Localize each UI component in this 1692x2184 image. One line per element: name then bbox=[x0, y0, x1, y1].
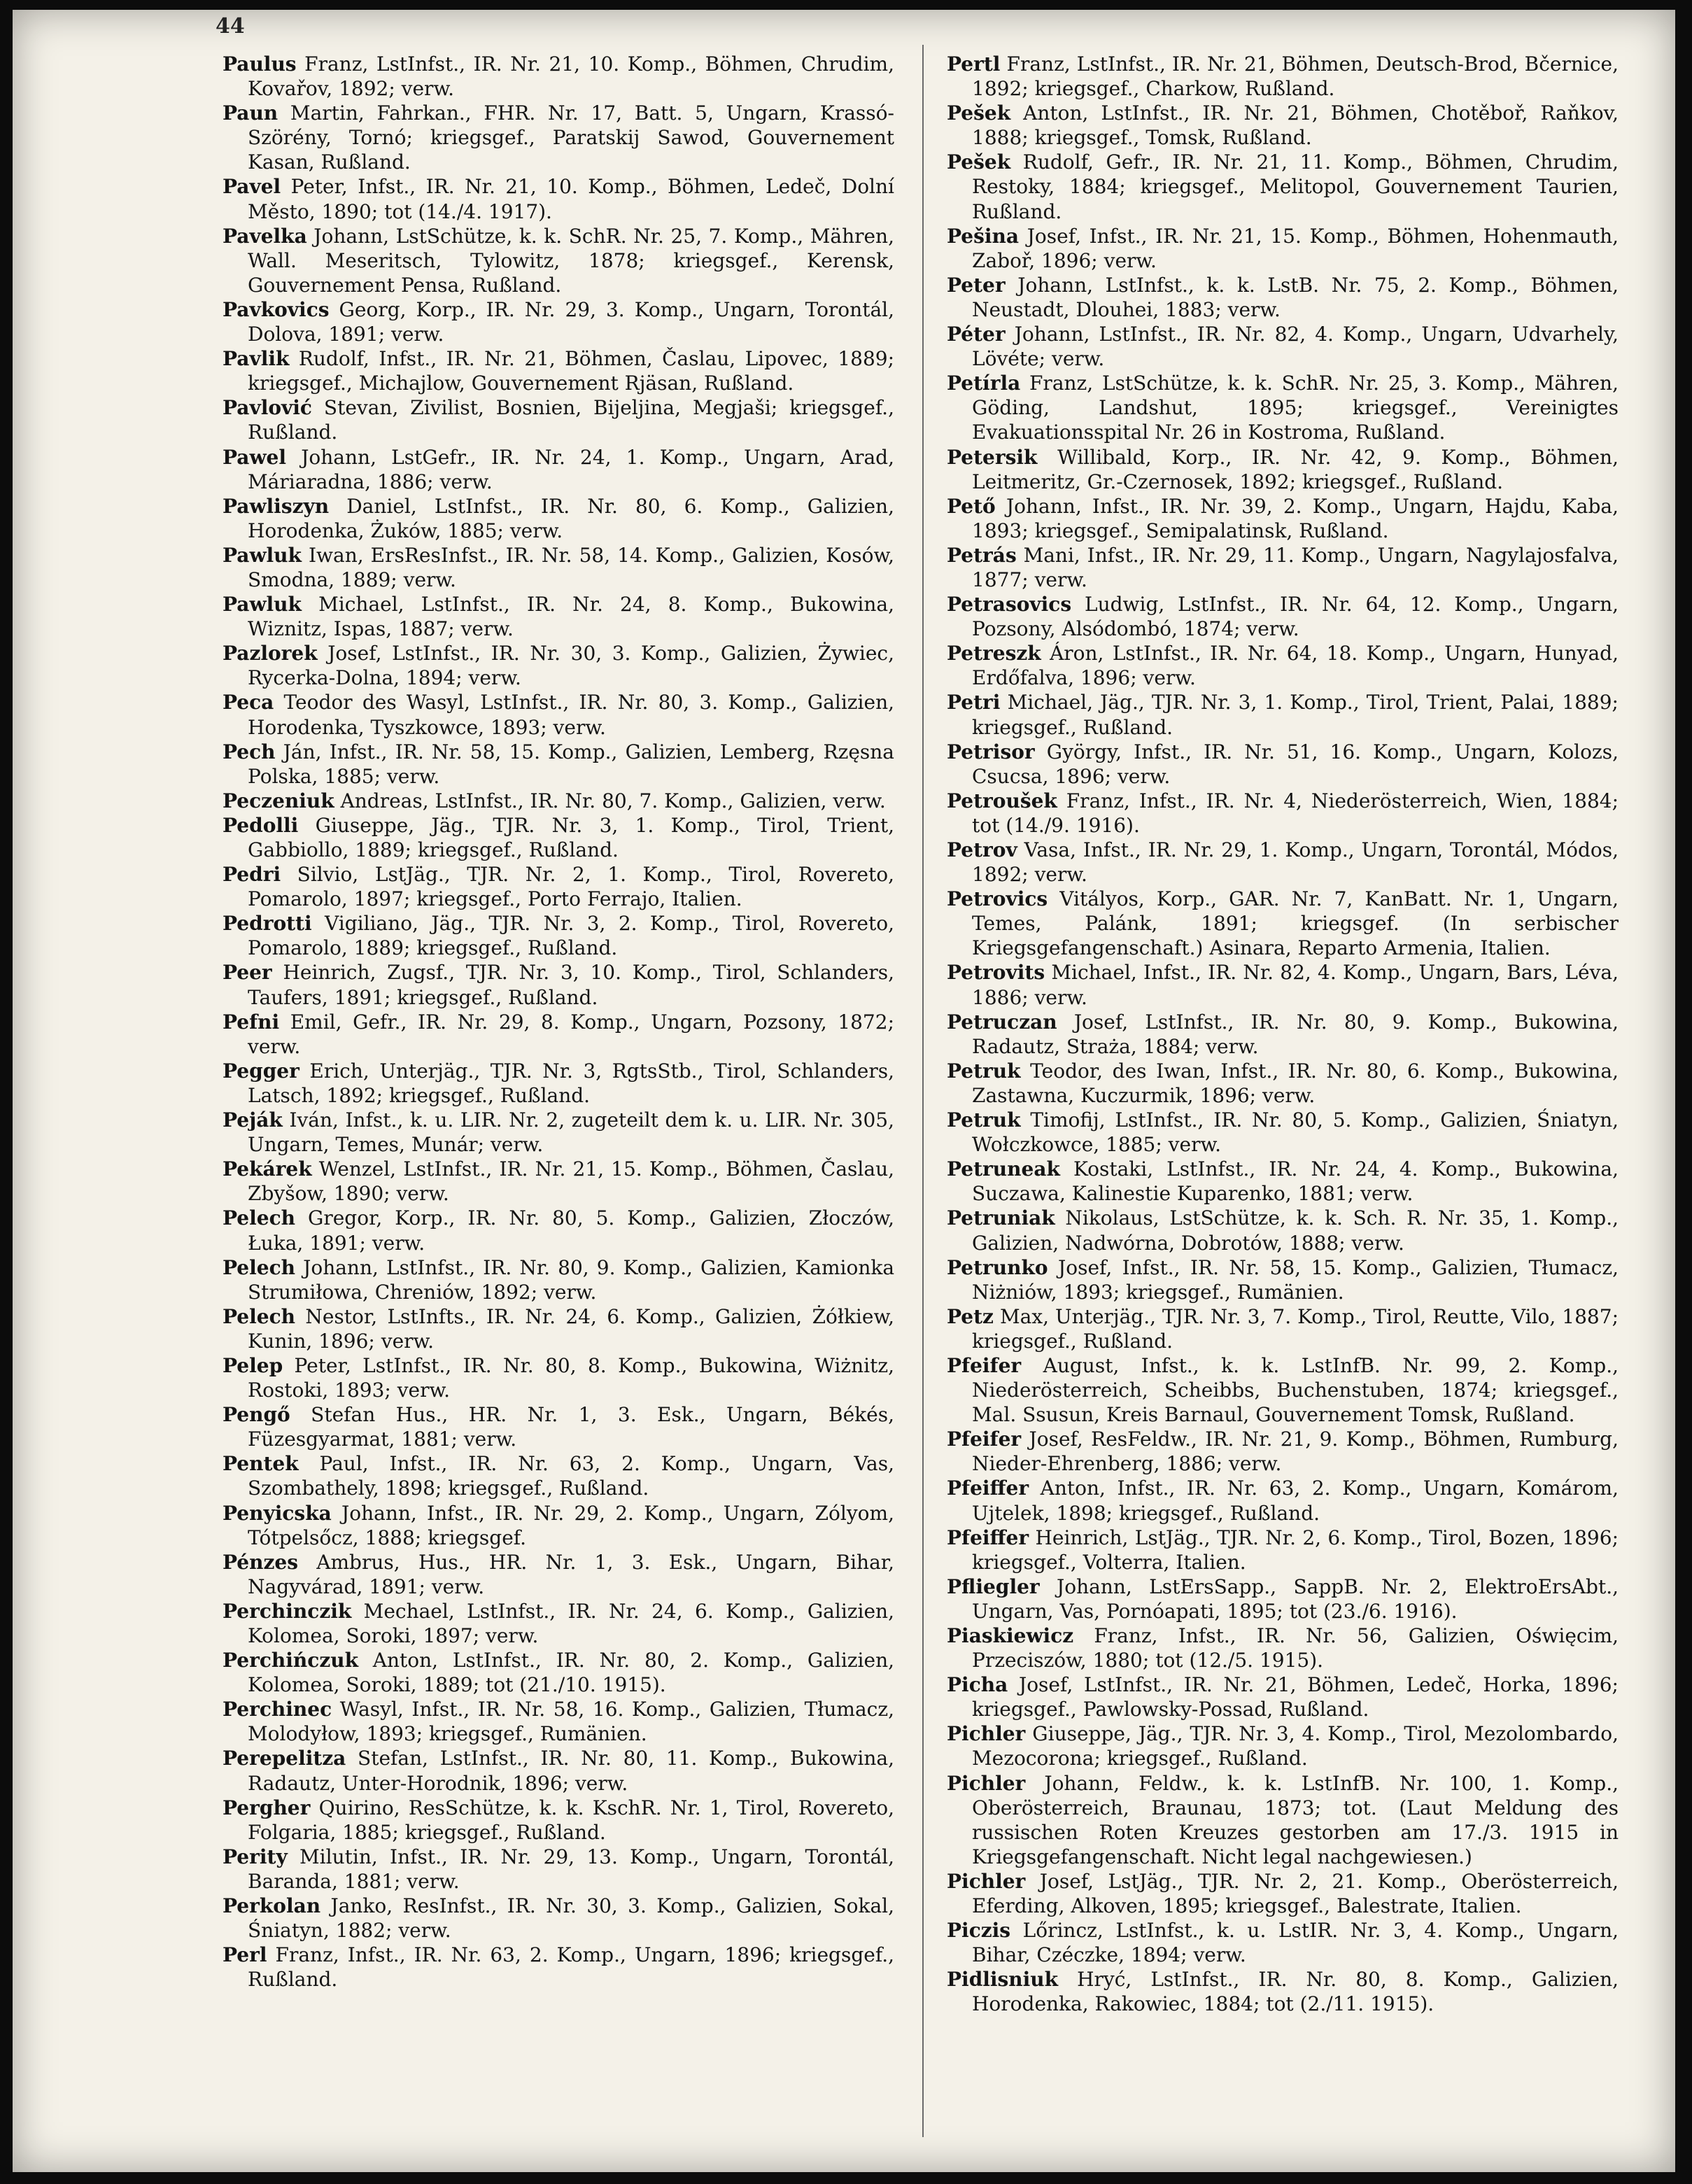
entry-details: Johann, Infst., IR. Nr. 39, 2. Komp., Ungarn, Hajdu, Kaba, 1893; kriegsgef., Semipalatinsk, Rußland. bbox=[972, 494, 1619, 542]
entry-surname: Peer bbox=[223, 961, 272, 985]
entry-details: Michael, LstInfst., IR. Nr. 24, 8. Komp., Bukowina, Wiznitz, Ispas, 1887; verw. bbox=[248, 593, 894, 641]
entry-details: Johann, LstGefr., IR. Nr. 24, 1. Komp., Ungarn, Arad, Máriaradna, 1886; verw. bbox=[248, 445, 894, 493]
entry-surname: Pető bbox=[947, 494, 996, 518]
entry-surname: Petruk bbox=[947, 1059, 1021, 1083]
list-entry bbox=[223, 1206, 894, 1255]
entry-surname: Pavlović bbox=[223, 396, 312, 420]
entry-details: Giuseppe, Jäg., TJR. Nr. 3, 4. Komp., Tirol, Mezolombardo, Mezocorona; kriegsgef., Rußland. bbox=[972, 1722, 1619, 1770]
entry-details: Mani, Infst., IR. Nr. 29, 11. Komp., Ungarn, Nagylajosfalva, 1877; verw. bbox=[972, 543, 1619, 591]
entry-details: Timofij, LstInfst., IR. Nr. 80, 5. Komp., Galizien, Śniatyn, Wołczkowce, 1885; verw. bbox=[972, 1108, 1619, 1157]
list-entry bbox=[947, 445, 1619, 494]
list-entry bbox=[947, 1672, 1619, 1721]
list-entry bbox=[947, 543, 1619, 592]
list-entry bbox=[223, 813, 894, 862]
list-entry bbox=[947, 273, 1619, 322]
entry-surname: Pešina bbox=[947, 224, 1020, 248]
entry-details: Franz, LstInfst., IR. Nr. 21, 10. Komp., Böhmen, Chrudim, Kovařov, 1892; verw. bbox=[248, 52, 894, 101]
entry-surname: Pavelka bbox=[223, 224, 307, 248]
list-entry bbox=[947, 1574, 1619, 1623]
entry-surname: Pazlorek bbox=[223, 642, 318, 665]
list-entry bbox=[223, 740, 894, 789]
list-entry bbox=[223, 1943, 894, 1992]
entry-surname: Perchinec bbox=[223, 1698, 332, 1721]
entry-details: Giuseppe, Jäg., TJR. Nr. 3, 1. Komp., Tirol, Trient, Gabbiollo, 1889; kriegsgef., Rußland. bbox=[248, 813, 894, 861]
entry-surname: Pfeifer bbox=[947, 1428, 1022, 1451]
list-entry bbox=[223, 1501, 894, 1550]
list-entry bbox=[947, 1427, 1619, 1476]
list-entry bbox=[947, 322, 1619, 371]
entry-details: Josef, LstInfst., IR. Nr. 21, Böhmen, Ledeč, Horka, 1896; kriegsgef., Pawlowsky-Possad, Rußland. bbox=[972, 1673, 1619, 1721]
list-entry bbox=[223, 543, 894, 592]
entry-details: Anton, Infst., IR. Nr. 63, 2. Komp., Ungarn, Komárom, Ujtelek, 1898; kriegsgef., Rußland. bbox=[972, 1477, 1619, 1525]
list-entry bbox=[223, 1010, 894, 1059]
entry-details: Johann, LstInfst., k. k. LstB. Nr. 75, 2. Komp., Böhmen, Neustadt, Dlouhei, 1883; verw. bbox=[972, 273, 1619, 321]
entry-surname: Pavlik bbox=[223, 347, 290, 371]
entry-surname: Petrov bbox=[947, 838, 1017, 861]
entry-details: Lőrincz, LstInfst., k. u. LstIR. Nr. 3, 4. Komp., Ungarn, Bihar, Czéczke, 1894; verw. bbox=[972, 1919, 1619, 1967]
column-divider bbox=[922, 45, 924, 2137]
entry-surname: Paulus bbox=[223, 52, 297, 76]
entry-details: Johann, LstInfst., IR. Nr. 80, 9. Komp., Galizien, Kamionka Strumiłowa, Chreniów, 1892; verw. bbox=[248, 1255, 895, 1304]
entry-details: Peter, LstInfst., IR. Nr. 80, 8. Komp., Bukowina, Wiżnitz, Rostoki, 1893; verw. bbox=[248, 1353, 894, 1402]
entry-surname: Pešek bbox=[947, 150, 1011, 174]
list-entry bbox=[947, 690, 1619, 739]
list-entry bbox=[947, 887, 1619, 960]
entry-details: Josef, LstInfst., IR. Nr. 80, 9. Komp., Bukowina, Radautz, Straża, 1884; verw. bbox=[972, 1010, 1619, 1058]
right-column bbox=[947, 52, 1619, 2017]
list-entry bbox=[223, 1304, 894, 1353]
entry-details: August, Infst., k. k. LstInfB. Nr. 99, 2. Komp., Niederösterreich, Scheibbs, Buchenstuben, 1874; kriegsgef., Mal. Ssusun, Kreis Barnaul, Gouvernement Tomsk, Rußland. bbox=[972, 1353, 1619, 1427]
entry-details: Silvio, LstJäg., TJR. Nr. 2, 1. Komp., Tirol, Rovereto, Pomarolo, 1897; kriegsgef., Porto Ferrajo, Italien. bbox=[248, 863, 895, 911]
entry-surname: Pidlisniuk bbox=[947, 1968, 1059, 1992]
entry-details: Stefan, LstInfst., IR. Nr. 80, 11. Komp., Bukowina, Radautz, Unter-Horodnik, 1896; verw. bbox=[248, 1747, 894, 1795]
entry-surname: Pedri bbox=[223, 863, 281, 887]
entry-surname: Pawliszyn bbox=[223, 494, 330, 518]
entry-surname: Perl bbox=[223, 1943, 267, 1967]
entry-surname: Petruczan bbox=[947, 1010, 1057, 1034]
entry-details: Anton, LstInfst., IR. Nr. 80, 2. Komp., Galizien, Kolomea, Soroki, 1889; tot (21./10. 1915). bbox=[248, 1649, 895, 1697]
entry-details: Johann, LstErsSapp., SappB. Nr. 2, ElektroErsAbt., Ungarn, Vas, Pornóapati, 1895; tot (23./6. 1916). bbox=[972, 1574, 1619, 1623]
entry-details: Iván, Infst., k. u. LIR. Nr. 2, zugeteilt dem k. u. LIR. Nr. 305, Ungarn, Temes, Munár; verw. bbox=[248, 1108, 895, 1157]
list-entry bbox=[223, 395, 894, 444]
list-entry bbox=[223, 1550, 894, 1599]
entry-details: Heinrich, LstJäg., TJR. Nr. 2, 6. Komp., Tirol, Bozen, 1896; kriegsgef., Volterra, Italien. bbox=[972, 1526, 1619, 1574]
entry-details: Anton, LstInfst., IR. Nr. 21, Böhmen, Chotěboř, Raňkov, 1888; kriegsgef., Tomsk, Rußland. bbox=[972, 101, 1619, 150]
entry-details: Erich, Unterjäg., TJR. Nr. 3, RgtsStb., Tirol, Schlanders, Latsch, 1892; kriegsgef., Rußland. bbox=[248, 1059, 895, 1107]
entry-details: Peter, Infst., IR. Nr. 21, 10. Komp., Böhmen, Ledeč, Dolní Město, 1890; tot (14./4. 1917). bbox=[248, 175, 894, 223]
entry-surname: Pelech bbox=[223, 1304, 295, 1328]
entry-surname: Petrovits bbox=[947, 961, 1045, 985]
entry-surname: Pfeiffer bbox=[947, 1477, 1029, 1500]
entry-details: Vasa, Infst., IR. Nr. 29, 1. Komp., Ungarn, Torontál, Módos, 1892; verw. bbox=[972, 838, 1619, 887]
list-entry bbox=[947, 1623, 1619, 1672]
list-entry bbox=[947, 789, 1619, 838]
entry-details: Heinrich, Zugsf., TJR. Nr. 3, 10. Komp., Tirol, Schlanders, Taufers, 1891; kriegsgef., Rußland. bbox=[248, 961, 894, 1009]
entry-surname: Pelech bbox=[223, 1206, 295, 1230]
entry-details: Iwan, ErsResInfst., IR. Nr. 58, 14. Komp., Galizien, Kosów, Smodna, 1889; verw. bbox=[248, 543, 894, 591]
list-entry bbox=[947, 150, 1619, 223]
entry-surname: Petrunko bbox=[947, 1255, 1048, 1279]
entry-details: Gregor, Korp., IR. Nr. 80, 5. Komp., Galizien, Złoczów, Łuka, 1891; verw. bbox=[248, 1206, 894, 1255]
entry-details: Milutin, Infst., IR. Nr. 29, 13. Komp., Ungarn, Torontál, Baranda, 1881; verw. bbox=[248, 1845, 894, 1893]
entry-details: Andreas, LstInfst., IR. Nr. 80, 7. Komp., Galizien, verw. bbox=[340, 789, 886, 812]
entry-details: Wasyl, Infst., IR. Nr. 58, 16. Komp., Galizien, Tłumacz, Molodyłow, 1893; kriegsgef., Rumänien. bbox=[248, 1698, 894, 1746]
list-entry bbox=[947, 1476, 1619, 1525]
list-entry bbox=[223, 1648, 894, 1697]
list-entry bbox=[947, 1721, 1619, 1770]
entry-surname: Peter bbox=[947, 273, 1006, 297]
entry-surname: Pelech bbox=[223, 1255, 295, 1279]
entry-details: Johann, Infst., IR. Nr. 29, 2. Komp., Ungarn, Zólyom, Tótpelsőcz, 1888; kriegsgef. bbox=[248, 1501, 894, 1549]
entry-details: Franz, LstSchütze, k. k. SchR. Nr. 25, 3. Komp., Mähren, Göding, Landshut, 1895; kriegsgef., Vereinigtes Evakuationsspital Nr. 26 in Kostroma, Rußland. bbox=[972, 372, 1619, 444]
list-entry bbox=[947, 641, 1619, 690]
entry-details: Ludwig, LstInfst., IR. Nr. 64, 12. Komp., Ungarn, Pozsony, Alsódombó, 1874; verw. bbox=[972, 593, 1619, 641]
document-page bbox=[13, 10, 1675, 2172]
entry-surname: Pfeiffer bbox=[947, 1526, 1029, 1549]
list-entry bbox=[223, 494, 894, 543]
list-entry bbox=[223, 1796, 894, 1845]
entry-surname: Petri bbox=[947, 691, 1001, 714]
entry-surname: Pénzes bbox=[223, 1550, 298, 1574]
list-entry bbox=[223, 690, 894, 739]
entry-surname: Perkolan bbox=[223, 1894, 321, 1918]
list-entry bbox=[223, 1157, 894, 1206]
entry-details: Johann, LstInfst., IR. Nr. 82, 4. Komp., Ungarn, Udvarhely, Lövéte; verw. bbox=[972, 323, 1619, 371]
entry-surname: Pentek bbox=[223, 1452, 299, 1476]
list-entry bbox=[947, 1255, 1619, 1304]
entry-details: Emil, Gefr., IR. Nr. 29, 8. Komp., Ungarn, Pozsony, 1872; verw. bbox=[248, 1010, 894, 1058]
entry-surname: Petreszk bbox=[947, 642, 1041, 665]
entry-surname: Petroušek bbox=[947, 789, 1057, 812]
list-entry bbox=[947, 1059, 1619, 1108]
list-entry bbox=[947, 494, 1619, 543]
entry-surname: Pfeifer bbox=[947, 1353, 1022, 1377]
list-entry bbox=[223, 224, 894, 297]
entry-surname: Pekárek bbox=[223, 1157, 312, 1181]
list-entry bbox=[223, 1697, 894, 1746]
entry-surname: Piczis bbox=[947, 1919, 1011, 1943]
entry-surname: Pelep bbox=[223, 1353, 283, 1377]
entry-details: Franz, Infst., IR. Nr. 63, 2. Komp., Ungarn, 1896; kriegsgef., Rußland. bbox=[248, 1943, 895, 1992]
entry-details: Willibald, Korp., IR. Nr. 42, 9. Komp., Böhmen, Leitmeritz, Gr.-Czernosek, 1892; kriegsgef., Rußland. bbox=[972, 445, 1619, 493]
entry-details: Michael, Jäg., TJR. Nr. 3, 1. Komp., Tirol, Trient, Palai, 1889; kriegsgef., Rußland. bbox=[972, 691, 1619, 739]
entry-surname: Petersik bbox=[947, 445, 1038, 469]
entry-surname: Pichler bbox=[947, 1722, 1026, 1746]
entry-surname: Peczeniuk bbox=[223, 789, 334, 812]
entry-details: Josef, ResFeldw., IR. Nr. 21, 9. Komp., Böhmen, Rumburg, Nieder-Ehrenberg, 1886; verw. bbox=[972, 1428, 1619, 1476]
entry-details: Daniel, LstInfst., IR. Nr. 80, 6. Komp., Galizien, Horodenka, Żuków, 1885; verw. bbox=[248, 494, 894, 542]
entry-details: Ján, Infst., IR. Nr. 58, 15. Komp., Galizien, Lemberg, Rzęsna Polska, 1885; verw. bbox=[248, 740, 894, 788]
left-column bbox=[223, 52, 894, 1992]
list-entry bbox=[223, 1894, 894, 1943]
entry-surname: Piaskiewicz bbox=[947, 1624, 1074, 1647]
entry-surname: Peják bbox=[223, 1108, 283, 1132]
entry-details: Áron, LstInfst., IR. Nr. 64, 18. Komp., Ungarn, Hunyad, Erdőfalva, 1896; verw. bbox=[972, 642, 1619, 690]
entry-surname: Pegger bbox=[223, 1059, 299, 1083]
list-entry bbox=[223, 789, 894, 813]
entry-details: Kostaki, LstInfst., IR. Nr. 24, 4. Komp., Bukowina, Suczawa, Kalinestie Kuparenko, 1881; verw. bbox=[972, 1157, 1619, 1206]
entry-surname: Petírla bbox=[947, 372, 1021, 395]
list-entry bbox=[947, 1157, 1619, 1206]
entry-surname: Pavel bbox=[223, 175, 281, 199]
entry-surname: Pawluk bbox=[223, 543, 302, 567]
entry-details: Josef, Infst., IR. Nr. 21, 15. Komp., Böhmen, Hohenmauth, Zaboř, 1896; verw. bbox=[972, 224, 1619, 272]
list-entry bbox=[947, 1918, 1619, 1967]
entry-details: Nestor, LstInfts., IR. Nr. 24, 6. Komp., Galizien, Żółkiew, Kunin, 1896; verw. bbox=[248, 1304, 894, 1353]
entry-details: Vigiliano, Jäg., TJR. Nr. 3, 2. Komp., Tirol, Rovereto, Pomarolo, 1889; kriegsgef., Rußland. bbox=[248, 912, 894, 960]
entry-surname: Picha bbox=[947, 1673, 1008, 1697]
list-entry bbox=[947, 960, 1619, 1009]
entry-surname: Pengő bbox=[223, 1403, 290, 1427]
list-entry bbox=[223, 1746, 894, 1795]
list-entry bbox=[947, 1771, 1619, 1869]
list-entry bbox=[223, 52, 894, 101]
entry-surname: Pavkovics bbox=[223, 297, 330, 321]
entry-details: Franz, LstInfst., IR. Nr. 21, Böhmen, Deutsch-Brod, Bčernice, 1892; kriegsgef., Charkow, Rußland. bbox=[972, 52, 1619, 101]
list-entry bbox=[947, 1526, 1619, 1574]
entry-details: Stevan, Zivilist, Bosnien, Bijeljina, Megjaši; kriegsgef., Rußland. bbox=[248, 396, 894, 444]
entry-surname: Paun bbox=[223, 101, 279, 125]
list-entry bbox=[223, 1255, 894, 1304]
list-entry bbox=[947, 1010, 1619, 1059]
list-entry bbox=[947, 52, 1619, 101]
list-entry bbox=[223, 1402, 894, 1451]
entry-surname: Pawel bbox=[223, 445, 286, 469]
list-entry bbox=[947, 592, 1619, 641]
list-entry bbox=[947, 1108, 1619, 1157]
list-entry bbox=[223, 960, 894, 1009]
entry-details: Johann, LstSchütze, k. k. SchR. Nr. 25, 7. Komp., Mähren, Wall. Meseritsch, Tylowitz, 1878; kriegsgef., Kerensk, Gouvernement Pensa, Rußland. bbox=[248, 224, 894, 297]
entry-details: Martin, Fahrkan., FHR. Nr. 17, Batt. 5, Ungarn, Krassó-Szörény, Tornó; kriegsgef., Paratskij Sawod, Gouvernement Kasan, Rußland. bbox=[248, 101, 894, 174]
list-entry bbox=[223, 1059, 894, 1108]
entry-surname: Perepelitza bbox=[223, 1747, 346, 1770]
entry-surname: Petruniak bbox=[947, 1206, 1055, 1230]
list-entry bbox=[223, 445, 894, 494]
entry-details: Paul, Infst., IR. Nr. 63, 2. Komp., Ungarn, Vas, Szombathely, 1898; kriegsgef., Rußland. bbox=[248, 1452, 894, 1500]
entry-details: Stefan Hus., HR. Nr. 1, 3. Esk., Ungarn, Békés, Füzesgyarmat, 1881; verw. bbox=[248, 1403, 894, 1451]
list-entry bbox=[223, 911, 894, 960]
entry-details: Vitályos, Korp., GAR. Nr. 7, KanBatt. Nr. 1, Ungarn, Temes, Palánk, 1891; kriegsgef. (In serbischer Kriegsgefangenschaft.) Asinara, Reparto Armenia, Italien. bbox=[972, 887, 1619, 960]
entry-surname: Petruk bbox=[947, 1108, 1021, 1132]
list-entry bbox=[223, 1108, 894, 1157]
entry-details: Teodor, des Iwan, Infst., IR. Nr. 80, 6. Komp., Bukowina, Zastawna, Kuczurmik, 1896; verw. bbox=[972, 1059, 1619, 1107]
entry-surname: Pedolli bbox=[223, 813, 299, 837]
entry-surname: Pfliegler bbox=[947, 1574, 1040, 1598]
entry-surname: Pefni bbox=[223, 1010, 280, 1034]
list-entry bbox=[223, 1599, 894, 1648]
entry-surname: Perity bbox=[223, 1845, 288, 1868]
entry-details: Wenzel, LstInfst., IR. Nr. 21, 15. Komp., Böhmen, Časlau, Zbyšow, 1890; verw. bbox=[248, 1157, 895, 1206]
entry-details: Hryć, LstInfst., IR. Nr. 80, 8. Komp., Galizien, Horodenka, Rakowiec, 1884; tot (2./11. 1915). bbox=[972, 1968, 1619, 2016]
entry-details: Josef, Infst., IR. Nr. 58, 15. Komp., Galizien, Tłumacz, Niżniów, 1893; kriegsgef., Rumänien. bbox=[972, 1255, 1619, 1304]
entry-details: Ambrus, Hus., HR. Nr. 1, 3. Esk., Ungarn, Bihar, Nagyvárad, 1891; verw. bbox=[248, 1550, 894, 1598]
list-entry bbox=[223, 101, 894, 174]
entry-surname: Pawluk bbox=[223, 593, 302, 617]
list-entry bbox=[223, 641, 894, 690]
entry-details: Josef, LstJäg., TJR. Nr. 2, 21. Komp., Oberösterreich, Eferding, Alkoven, 1895; kriegsgef., Balestrate, Italien. bbox=[972, 1869, 1619, 1918]
entry-details: Rudolf, Gefr., IR. Nr. 21, 11. Komp., Böhmen, Chrudim, Restoky, 1884; kriegsgef., Melitopol, Gouvernement Taurien, Rußland. bbox=[972, 150, 1619, 223]
entry-surname: Petz bbox=[947, 1304, 994, 1328]
entry-details: Janko, ResInfst., IR. Nr. 30, 3. Komp., Galizien, Sokal, Śniatyn, 1882; verw. bbox=[248, 1894, 895, 1943]
entry-surname: Peca bbox=[223, 691, 274, 714]
list-entry bbox=[223, 346, 894, 395]
entry-surname: Pichler bbox=[947, 1869, 1026, 1893]
entry-surname: Péter bbox=[947, 323, 1006, 346]
entry-details: Max, Unterjäg., TJR. Nr. 3, 7. Komp., Tirol, Reutte, Vilo, 1887; kriegsgef., Rußland. bbox=[972, 1304, 1619, 1353]
list-entry bbox=[223, 592, 894, 641]
entry-surname: Petrisor bbox=[947, 740, 1035, 763]
list-entry bbox=[223, 1845, 894, 1894]
list-entry bbox=[947, 740, 1619, 789]
entry-surname: Pertl bbox=[947, 52, 1001, 76]
list-entry bbox=[223, 1451, 894, 1500]
entry-details: Franz, Infst., IR. Nr. 56, Galizien, Oświęcim, Przeciszów, 1880; tot (12./5. 1915). bbox=[972, 1624, 1619, 1672]
entry-surname: Pedrotti bbox=[223, 912, 312, 936]
list-entry bbox=[947, 1869, 1619, 1918]
entry-details: Georg, Korp., IR. Nr. 29, 3. Komp., Ungarn, Torontál, Dolova, 1891; verw. bbox=[248, 297, 895, 346]
entry-details: Franz, Infst., IR. Nr. 4, Niederösterreich, Wien, 1884; tot (14./9. 1916). bbox=[972, 789, 1619, 837]
entry-surname: Perchinczik bbox=[223, 1599, 352, 1623]
entry-details: Nikolaus, LstSchütze, k. k. Sch. R. Nr. 35, 1. Komp., Galizien, Nadwórna, Dobrotów, 1888; verw. bbox=[972, 1206, 1619, 1255]
entry-details: György, Infst., IR. Nr. 51, 16. Komp., Ungarn, Kolozs, Csucsa, 1896; verw. bbox=[972, 740, 1619, 788]
list-entry bbox=[223, 862, 894, 911]
list-entry bbox=[223, 174, 894, 223]
list-entry bbox=[947, 101, 1619, 150]
list-entry bbox=[947, 224, 1619, 273]
list-entry bbox=[947, 1967, 1619, 2016]
list-entry bbox=[223, 1353, 894, 1402]
entry-details: Mechael, LstInfst., IR. Nr. 24, 6. Komp., Galizien, Kolomea, Soroki, 1897; verw. bbox=[248, 1599, 894, 1647]
list-entry bbox=[947, 1206, 1619, 1255]
entry-surname: Pergher bbox=[223, 1796, 311, 1819]
entry-surname: Pech bbox=[223, 740, 276, 763]
page-number: 44 bbox=[216, 14, 245, 38]
entry-surname: Pichler bbox=[947, 1771, 1026, 1795]
list-entry bbox=[947, 838, 1619, 887]
list-entry bbox=[947, 371, 1619, 444]
entry-surname: Petruneak bbox=[947, 1157, 1060, 1181]
entry-details: Quirino, ResSchütze, k. k. KschR. Nr. 1, Tirol, Rovereto, Folgaria, 1885; kriegsgef., Rußland. bbox=[248, 1796, 894, 1844]
entry-surname: Petrasovics bbox=[947, 593, 1072, 617]
entry-details: Michael, Infst., IR. Nr. 82, 4. Komp., Ungarn, Bars, Léva, 1886; verw. bbox=[972, 961, 1619, 1009]
entry-surname: Petrás bbox=[947, 543, 1017, 567]
entry-details: Teodor des Wasyl, LstInfst., IR. Nr. 80, 3. Komp., Galizien, Horodenka, Tyszkowce, 1893; verw. bbox=[248, 691, 895, 739]
list-entry bbox=[223, 297, 894, 346]
list-entry bbox=[947, 1353, 1619, 1427]
scan-edge bbox=[0, 0, 13, 2184]
entry-surname: Penyicska bbox=[223, 1501, 332, 1525]
entry-surname: Pešek bbox=[947, 101, 1011, 125]
entry-surname: Petrovics bbox=[947, 887, 1048, 911]
list-entry bbox=[947, 1304, 1619, 1353]
entry-surname: Perchińczuk bbox=[223, 1649, 358, 1672]
entry-details: Josef, LstInfst., IR. Nr. 30, 3. Komp., Galizien, Żywiec, Rycerka-Dolna, 1894; verw. bbox=[248, 642, 894, 690]
entry-details: Johann, Feldw., k. k. LstInfB. Nr. 100, 1. Komp., Oberösterreich, Braunau, 1873; tot. (Laut Meldung des russischen Roten Kreuzes gestorben am 17./3. 1915 in Kriegsgefangenschaft. Nicht legal nachgewiesen.) bbox=[972, 1771, 1619, 1868]
entry-details: Rudolf, Infst., IR. Nr. 21, Böhmen, Časlau, Lipovec, 1889; kriegsgef., Michajlow, Gouvernement Rjäsan, Rußland. bbox=[248, 347, 894, 395]
